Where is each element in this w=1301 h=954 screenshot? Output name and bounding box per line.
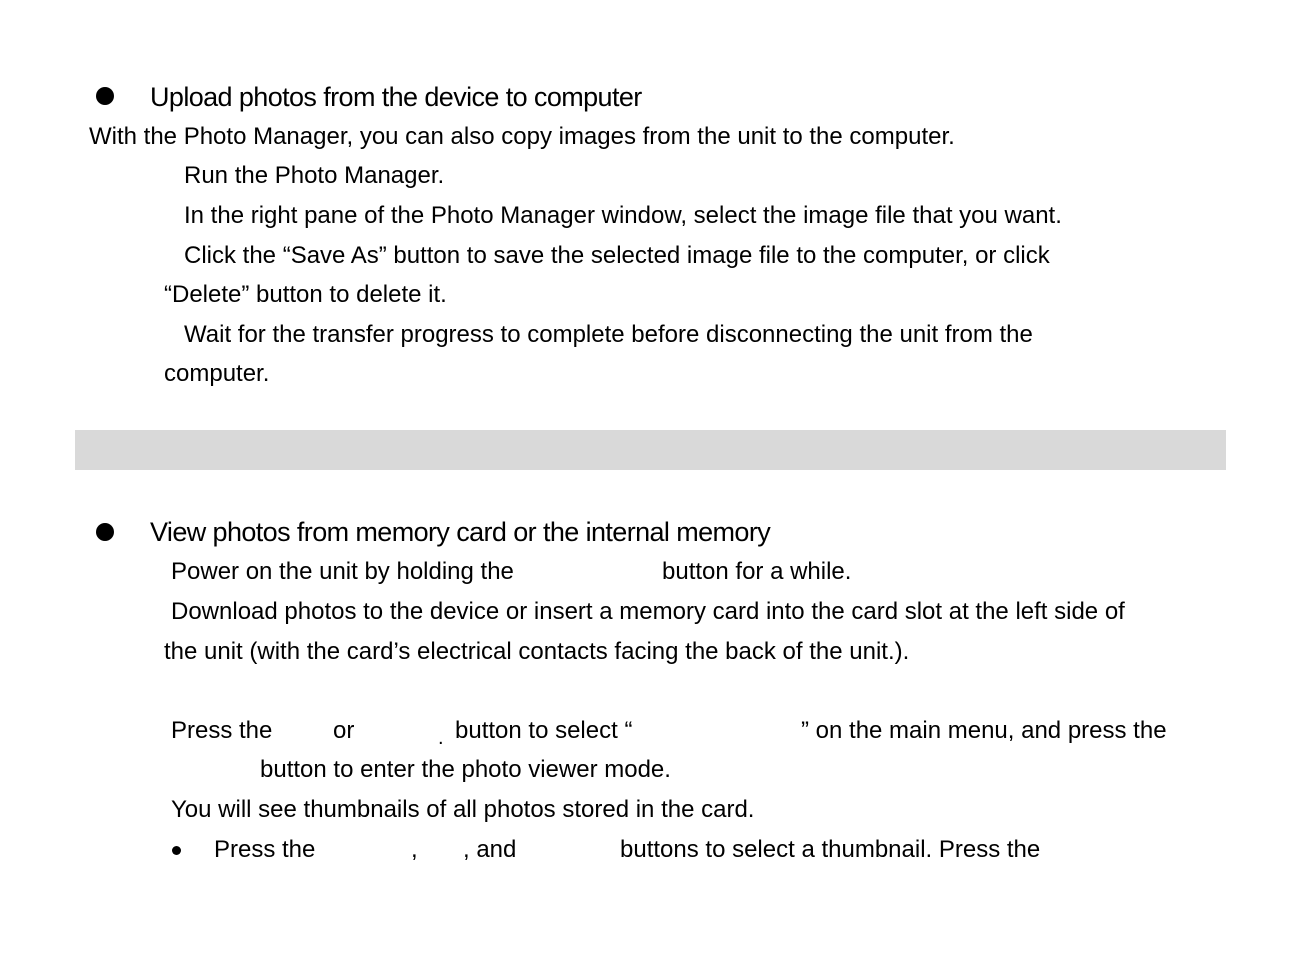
section-heading-view: View photos from memory card or the internal memory: [150, 517, 771, 547]
view-step-3-button-to-select: button to select “: [455, 717, 633, 744]
bullet-dot-icon: [96, 523, 114, 541]
section-divider-band: [75, 430, 1226, 470]
upload-step-3-line-2: “Delete” button to delete it.: [164, 281, 447, 308]
upload-step-4-line-2: computer.: [164, 360, 270, 387]
view-bullet-rest: buttons to select a thumbnail. Press the: [620, 836, 1041, 863]
bullet-dot-icon: [96, 87, 114, 105]
view-step-1-end: button for a while.: [662, 558, 852, 585]
view-step-3-period: .: [438, 727, 444, 749]
upload-step-3-line-1: Click the “Save As” button to save the selected image file to the computer, or click: [184, 242, 1050, 269]
view-bullet-and: , and: [463, 836, 517, 863]
section-heading-upload: Upload photos from the device to computer: [150, 82, 642, 112]
upload-step-1: Run the Photo Manager.: [184, 162, 445, 189]
upload-step-2: In the right pane of the Photo Manager window, select the image file that you want.: [184, 202, 1062, 229]
view-step-3-press-the: Press the: [171, 717, 273, 744]
upload-step-4-line-1: Wait for the transfer progress to complete before disconnecting the unit from the: [184, 321, 1033, 348]
upload-intro-text: With the Photo Manager, you can also copy images from the unit to the computer.: [89, 123, 955, 150]
view-step-4: You will see thumbnails of all photos stored in the card.: [171, 796, 755, 823]
view-bullet-comma: ,: [411, 836, 418, 863]
small-bullet-icon: [172, 846, 181, 855]
view-step-2-line-2: the unit (with the card’s electrical contacts facing the back of the unit.).: [164, 638, 910, 665]
view-bullet-press-the: Press the: [214, 836, 316, 863]
view-step-3-line-2: button to enter the photo viewer mode.: [260, 756, 671, 783]
view-step-3-main-menu: ” on the main menu, and press the: [801, 717, 1167, 744]
view-step-3-or: or: [333, 717, 355, 744]
view-step-1-start: Power on the unit by holding the: [171, 558, 514, 585]
view-step-2-line-1: Download photos to the device or insert a memory card into the card slot at the left side of: [171, 598, 1125, 625]
